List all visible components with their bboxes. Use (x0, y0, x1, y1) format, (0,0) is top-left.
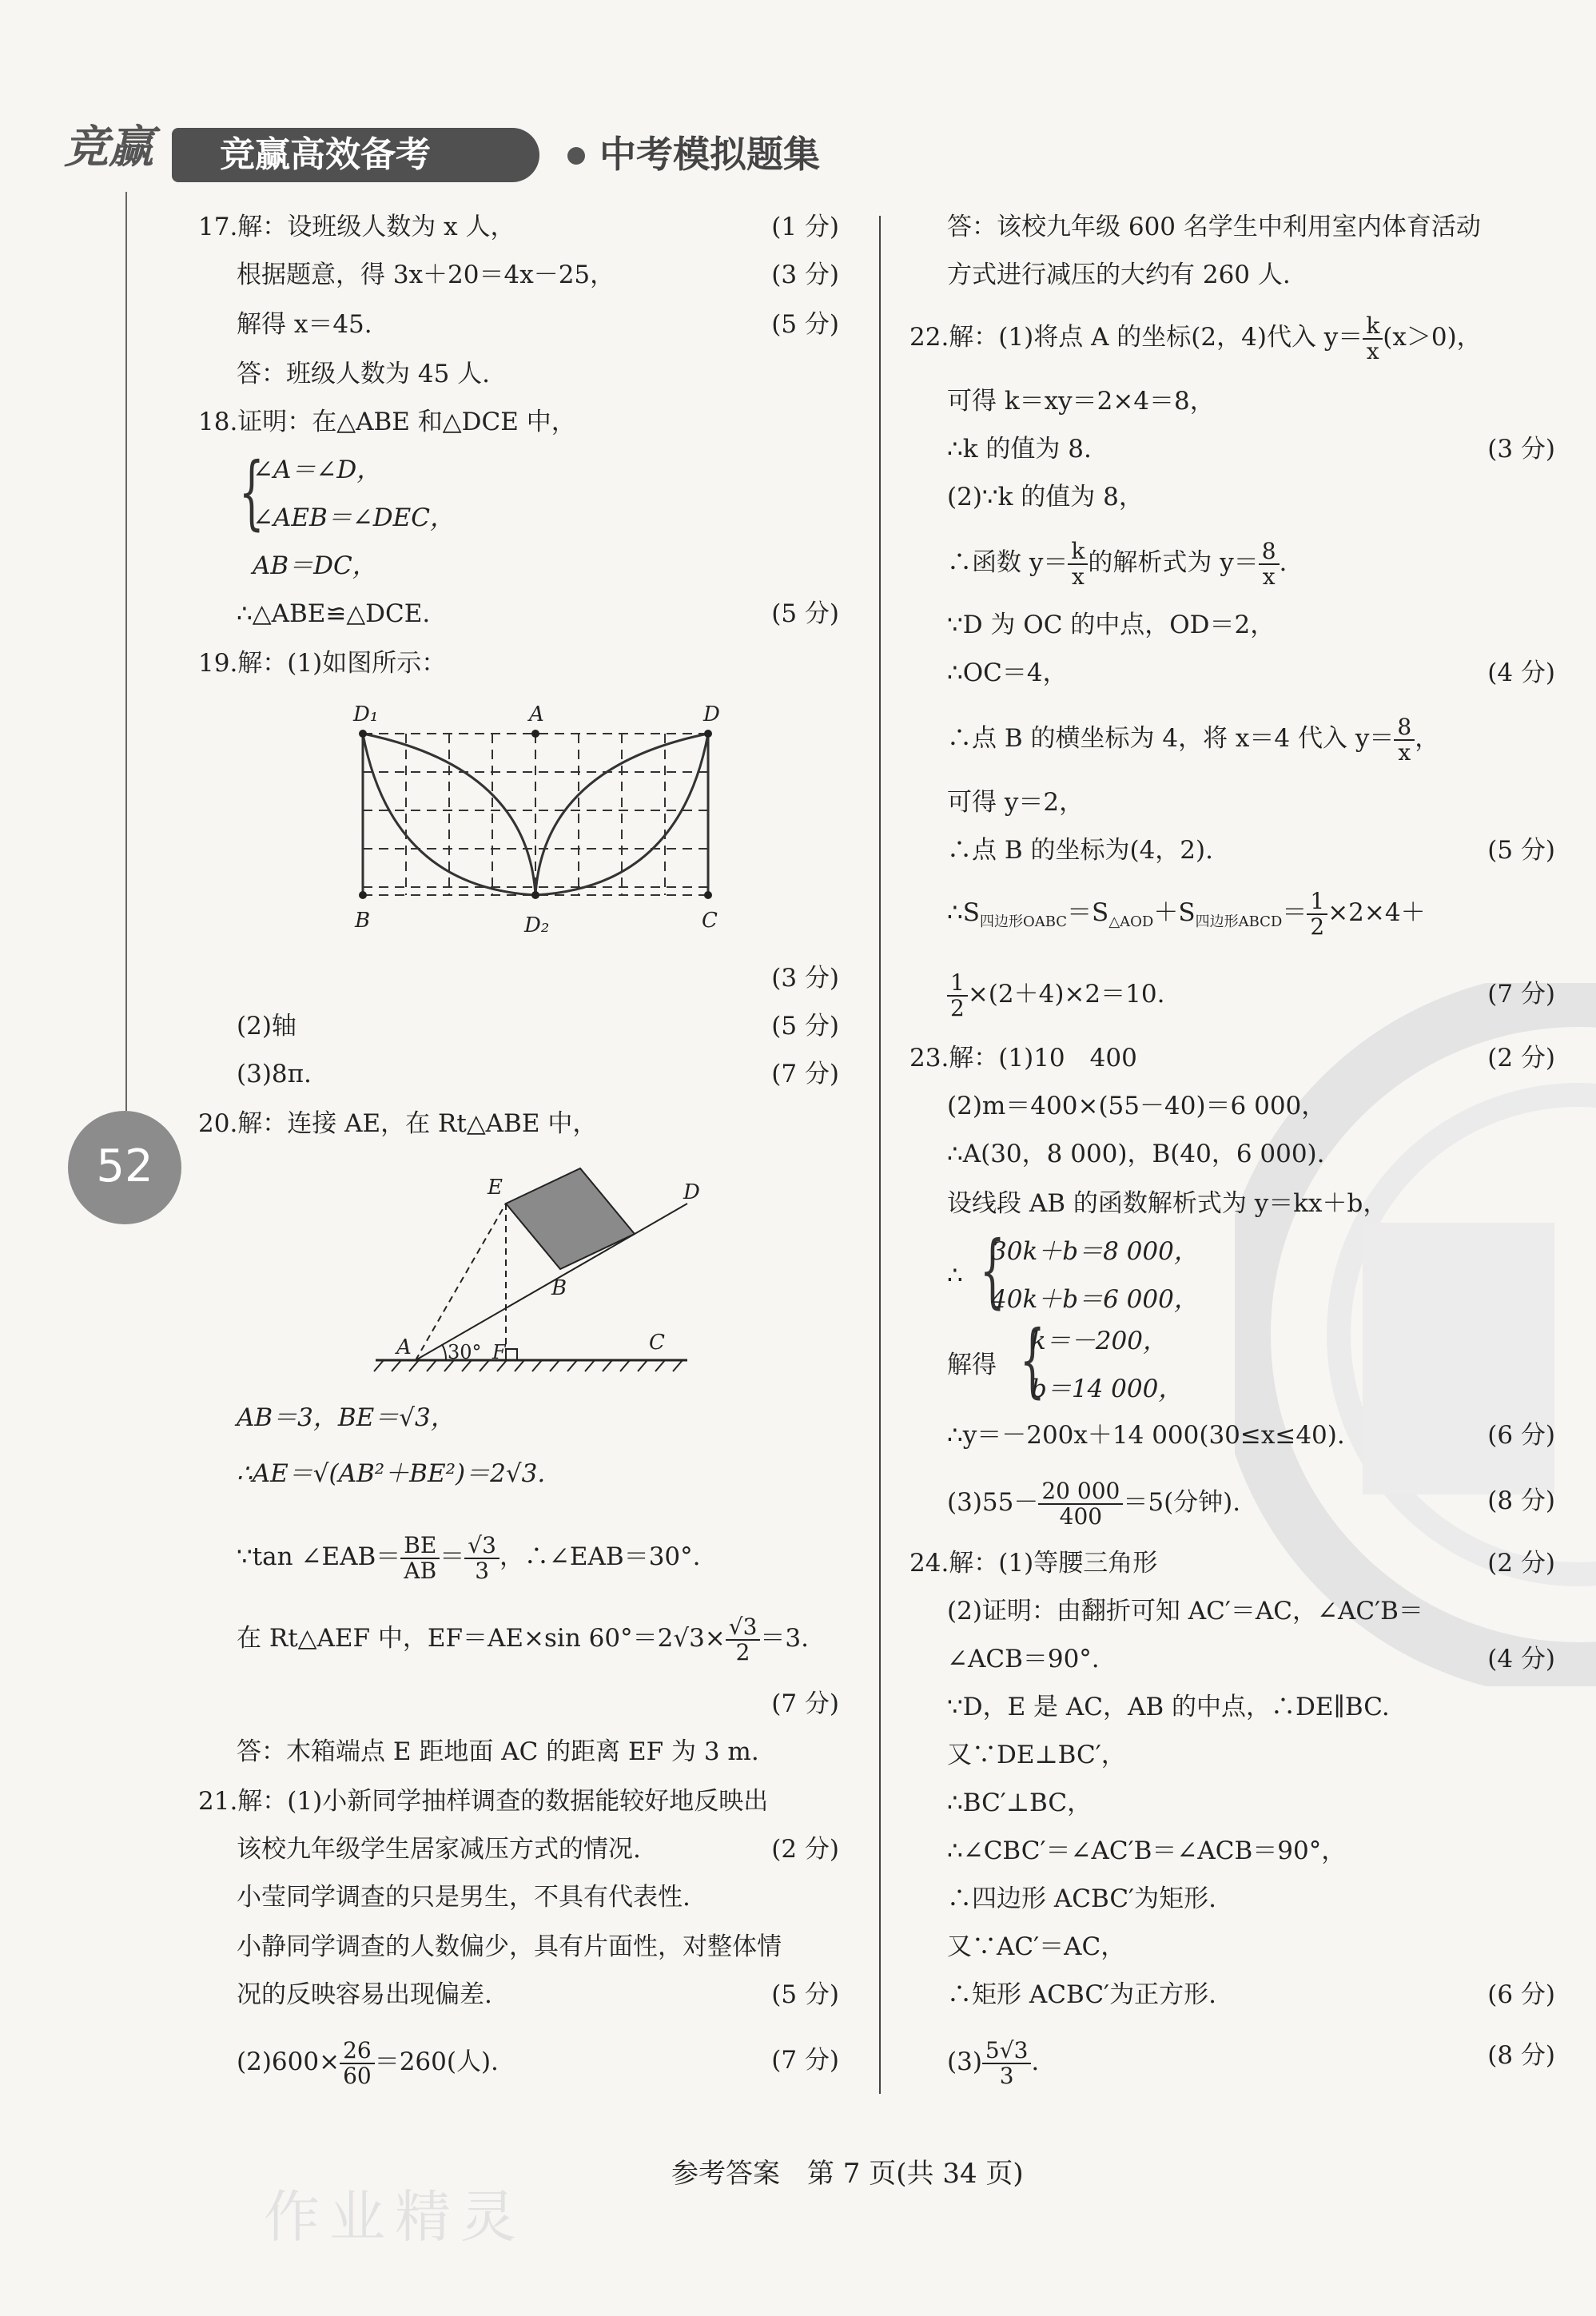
margin-line (125, 192, 127, 1111)
q20-label-d: D (683, 1180, 700, 1204)
q18-cond1: ∠A＝∠D， (253, 456, 382, 484)
q22-frac6-num: 1 (947, 971, 968, 997)
q20-line1: 20.解：连接 AE，在 Rt△ABE 中， (198, 1109, 598, 1138)
q22-score3: (3 分) (1487, 435, 1555, 464)
q22-score10: (5 分) (1487, 836, 1555, 865)
q21-line2: 该校九年级学生居家减压方式的情况. (237, 1835, 641, 1864)
q20-line4-m: ＝ (440, 1542, 465, 1571)
q20-score: (7 分) (771, 1689, 839, 1718)
q22-line12-b: ×(2＋4)×2＝10. (967, 980, 1165, 1009)
q23-sol2: b＝14 000， (1031, 1375, 1184, 1403)
q21-line5: 况的反映容易出现偏差. (237, 1980, 492, 2009)
q24-score1: (2 分) (1487, 1549, 1555, 1578)
q22-line11-c: ＋S (1153, 898, 1196, 927)
q23-sol1: k＝－200， (1031, 1327, 1168, 1355)
q21-score2: (2 分) (771, 1835, 839, 1864)
q21-frac (340, 2036, 375, 2089)
q22-line3: ∴k 的值为 8. (947, 435, 1092, 464)
q19-line3: (3)8π. (237, 1060, 312, 1088)
q23-therefore: ∴ (947, 1261, 963, 1290)
q22-frac3 (1259, 539, 1280, 589)
q24-line11-a: (3) (947, 2047, 982, 2076)
q23-frac (1038, 1479, 1123, 1529)
q22-frac5-num: 1 (1307, 889, 1327, 915)
q20-frac2-num: √3 (464, 1534, 499, 1559)
q22-frac5 (1307, 889, 1327, 939)
page-footer: 参考答案 第 7 页(共 34 页) (671, 2158, 1024, 2190)
q24-line10: ∴矩形 ACBC′为正方形. (947, 1980, 1216, 2009)
q21-line3: 小莹同学调查的只是男生，不具有代表性. (237, 1883, 691, 1912)
q20-line4 (237, 1525, 701, 1589)
q22-score12: (7 分) (1487, 980, 1555, 1009)
page-number: 52 (96, 1140, 153, 1192)
q22-sub2: △AOD (1108, 913, 1154, 931)
q23-line5: 解得 (947, 1351, 997, 1379)
q17-line3: 解得 x＝45. (237, 310, 372, 339)
q19-label-c: C (702, 909, 718, 933)
q24-line9: 又∵AC′＝AC， (947, 1932, 1126, 1961)
q20-label-c: C (649, 1331, 665, 1355)
q20-line4-b: ，∴∠EAB＝30°. (499, 1542, 701, 1571)
q18-brace: { (238, 445, 265, 539)
q22-frac5-den: 2 (1310, 913, 1325, 940)
q21-line6-a: (2)600× (237, 2047, 340, 2076)
q22-line11-a: ∴S (947, 898, 980, 927)
q23-eq1: 30k＋b＝8 000， (991, 1237, 1199, 1266)
publisher-logo: 竞赢 (64, 121, 153, 173)
q20-label-angle: 30° (448, 1341, 482, 1363)
q20-line5 (237, 1606, 809, 1670)
q21-frac-num: 26 (340, 2039, 375, 2064)
q22-line5 (947, 531, 1287, 595)
q22-line11-d: ＝ (1282, 898, 1307, 927)
q21-score6: (7 分) (771, 2046, 839, 2075)
q20-line3: ∴AE＝√(AB²＋BE²)＝2√3. (237, 1459, 546, 1488)
q24-line3: ∠ACB＝90°. (947, 1645, 1100, 1673)
q22-line2: 可得 k＝xy＝2×4＝8， (947, 387, 1215, 416)
q18-line1: 18.证明：在△ABE 和△DCE 中， (198, 408, 576, 436)
q23-line7-a: (3)55－ (947, 1488, 1039, 1517)
q20-frac1 (400, 1531, 440, 1584)
q23-frac-num: 20 000 (1038, 1479, 1123, 1505)
q20-frac1-num: BE (400, 1534, 440, 1559)
q20-line4-a: ∵tan ∠EAB＝ (237, 1542, 401, 1571)
q19-score2: (5 分) (771, 1012, 839, 1041)
q22-line8-a: ∴点 B 的横坐标为 4，将 x＝4 代入 y＝ (947, 724, 1395, 753)
q22-frac4-num: 8 (1394, 715, 1415, 741)
q19-line2: (2)轴 (237, 1012, 297, 1041)
q23-eq2: 40k＋b＝6 000， (991, 1285, 1199, 1314)
q22-frac4 (1394, 715, 1415, 765)
q21c-line2: 方式进行减压的大约有 260 人. (947, 261, 1291, 289)
q23-line2: (2)m＝400×(55－40)＝6 000， (947, 1092, 1327, 1120)
q23-score7: (8 分) (1487, 1486, 1555, 1515)
q21-line1: 21.解：(1)小新同学抽样调查的数据能较好地反映出 (198, 1787, 769, 1816)
q22-line5-b: . (1279, 548, 1288, 577)
q23-brace2: { (1019, 1313, 1045, 1407)
q17-score2: (3 分) (771, 261, 839, 289)
q22-frac4-den: x (1398, 738, 1411, 766)
q22-frac6-den: 2 (950, 994, 965, 1021)
q22-line1-b: (x＞0)， (1383, 323, 1482, 352)
q24-line7: ∴∠CBC′＝∠AC′B＝∠ACB＝90°， (947, 1836, 1347, 1865)
q22-line1-a: 22.解：(1)将点 A 的坐标(2，4)代入 y＝ (909, 323, 1363, 352)
q20-label-e: E (488, 1176, 503, 1200)
q22-line11-e: ×2×4＋ (1327, 898, 1426, 927)
q22-line7: ∴OC＝4， (947, 659, 1068, 687)
q24-frac (982, 2036, 1031, 2089)
q20-label-b: B (551, 1276, 567, 1300)
q22-line12 (947, 962, 1164, 1026)
q17-line1: 17.解：设班级人数为 x 人， (198, 213, 515, 241)
q21-line6-b: ＝260(人). (374, 2047, 499, 2076)
q20-frac3 (726, 1615, 761, 1665)
q24-line2: (2)证明：由翻折可知 AC′＝AC，∠AC′B＝ (947, 1597, 1423, 1626)
q19-score1: (3 分) (771, 964, 839, 993)
q22-line1 (909, 308, 1482, 366)
q22-frac3-num: 8 (1259, 539, 1280, 565)
q22-line11-b: ＝S (1067, 898, 1109, 927)
q23-line7-b: ＝5(分钟). (1123, 1488, 1241, 1517)
q22-line8-b: ， (1415, 724, 1440, 753)
q22-frac6 (947, 971, 968, 1021)
q24-frac-num: 5√3 (982, 2039, 1031, 2064)
q22-frac3-den: x (1262, 563, 1276, 590)
q19-line1: 19.解：(1)如图所示： (198, 649, 447, 678)
q22-score7: (4 分) (1487, 659, 1555, 687)
watermark: 作业精灵 (264, 2184, 526, 2250)
q24-line8: ∴四边形 ACBC′为矩形. (947, 1884, 1216, 1913)
q24-line4: ∵D，E 是 AC，AB 的中点，∴DE∥BC. (947, 1693, 1390, 1721)
bullet-dot (567, 147, 585, 165)
q24-frac-den: 3 (999, 2062, 1014, 2089)
q24-line5: 又∵DE⊥BC′， (947, 1741, 1126, 1769)
q20-frac2-den: 3 (475, 1557, 490, 1584)
q22-frac2 (1068, 539, 1088, 589)
q22-line5-m: 的解析式为 y＝ (1088, 548, 1259, 577)
q24-line11-b: . (1031, 2047, 1040, 2076)
q20-label-a: A (396, 1335, 412, 1359)
q24-score10: (6 分) (1487, 1980, 1555, 2009)
book-title: 中考模拟题集 (599, 133, 820, 176)
q21-line4: 小静同学调查的人数偏少，具有片面性，对整体情 (237, 1932, 782, 1961)
q19-label-b: B (355, 909, 371, 933)
q20-label-f: F (492, 1341, 506, 1363)
q22-line8 (947, 706, 1439, 770)
q22-sub1: 四边形OABC (979, 913, 1068, 931)
q22-line11 (947, 881, 1426, 954)
q18-cond3: AB＝DC， (253, 551, 377, 580)
q23-frac-den: 400 (1059, 1502, 1103, 1530)
q22-frac2-num: k (1068, 539, 1088, 565)
q20-line2: AB＝3，BE＝√3， (237, 1403, 456, 1432)
q22-line5-a: ∴函数 y＝ (947, 548, 1069, 577)
q24-line1: 24.解：(1)等腰三角形 (909, 1549, 1158, 1578)
q23-line3: ∴A(30，8 000)，B(40，6 000). (947, 1140, 1325, 1168)
q20-frac1-den: AB (404, 1557, 437, 1584)
q19-label-d2: D₂ (524, 913, 550, 937)
column-divider (879, 216, 881, 2094)
q20-line5-b: ＝3. (760, 1624, 809, 1653)
q18-line2: ∴△ABE≌△DCE. (237, 599, 431, 628)
q20-line6: 答：木箱端点 E 距地面 AC 的距离 EF 为 3 m. (237, 1737, 759, 1766)
q23-line4: 设线段 AB 的函数解析式为 y＝kx＋b， (947, 1189, 1388, 1218)
series-title: 竞赢高效备考 (220, 134, 431, 175)
q23-score6: (6 分) (1487, 1421, 1555, 1450)
q20-figure (368, 1159, 711, 1379)
q17-line2: 根据题意，得 3x＋20＝4x－25， (237, 261, 615, 289)
q17-score3: (5 分) (771, 310, 839, 339)
q22-frac2-den: x (1071, 563, 1085, 590)
q18-cond2: ∠AEB＝∠DEC， (253, 503, 455, 532)
q24-line6: ∴BC′⊥BC， (947, 1789, 1093, 1817)
q19-score3: (7 分) (771, 1060, 839, 1088)
q22-line10: ∴点 B 的坐标为(4，2). (947, 836, 1213, 865)
q19-label-a: A (529, 702, 544, 726)
q19-figure (344, 695, 727, 951)
q19-label-d1: D₁ (353, 702, 379, 726)
q22-frac1-den: x (1366, 337, 1379, 364)
q18-score: (5 分) (771, 599, 839, 628)
q24-line11 (947, 2030, 1039, 2094)
q21-frac-den: 60 (343, 2062, 372, 2089)
q17-score1: (1 分) (771, 213, 839, 241)
q24-score11: (8 分) (1487, 2041, 1555, 2070)
q22-sub3: 四边形ABCD (1195, 913, 1283, 931)
q20-frac3-num: √3 (726, 1615, 761, 1641)
q20-line5-a: 在 Rt△AEF 中，EF＝AE×sin 60°＝2√3× (237, 1624, 726, 1653)
q24-score3: (4 分) (1487, 1645, 1555, 1673)
q20-frac2 (464, 1531, 499, 1584)
q22-frac1-num: k (1363, 314, 1383, 340)
q17-line4: 答：班级人数为 45 人. (237, 360, 491, 388)
q21c-line1: 答：该校九年级 600 名学生中利用室内体育活动 (947, 213, 1481, 241)
q23-line6: ∴y＝－200x＋14 000(30≤x≤40). (947, 1421, 1345, 1450)
q23-brace1: { (979, 1224, 1005, 1317)
q21-line6 (237, 2030, 499, 2094)
q22-line6: ∵D 为 OC 的中点，OD＝2， (947, 611, 1276, 639)
q20-frac3-den: 2 (735, 1638, 750, 1665)
q23-score1: (2 分) (1487, 1044, 1555, 1072)
q22-frac1 (1363, 314, 1383, 364)
q22-line4: (2)∵k 的值为 8， (947, 483, 1144, 511)
q19-label-d: D (703, 702, 720, 726)
q22-line9: 可得 y＝2， (947, 788, 1085, 817)
q23-line1: 23.解：(1)10 400 (909, 1044, 1137, 1072)
q23-line7 (947, 1470, 1240, 1534)
q21-score5: (5 分) (771, 1980, 839, 2009)
